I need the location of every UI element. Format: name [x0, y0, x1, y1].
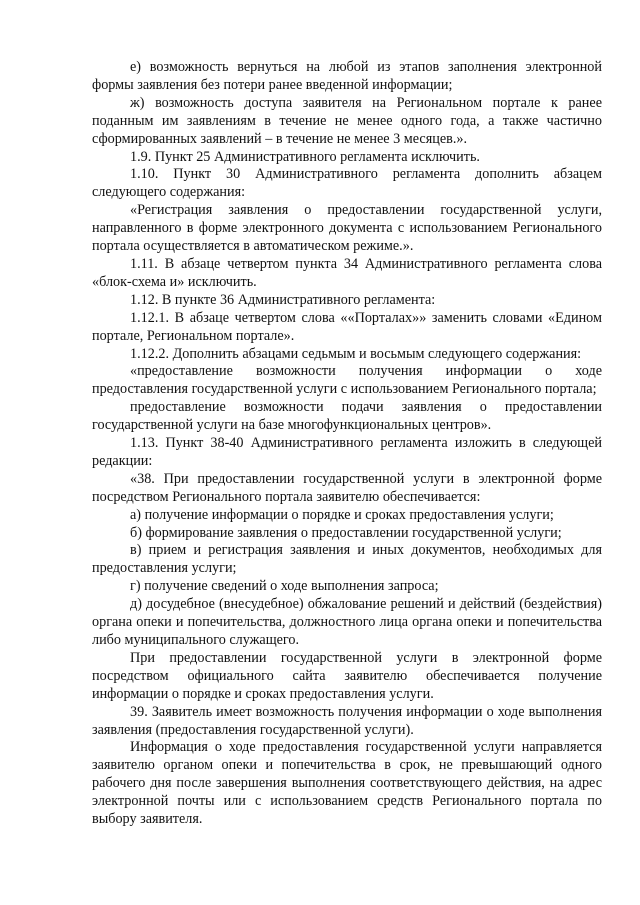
- paragraph-1-12-2: 1.12.2. Дополнить абзацами седьмым и восьмым следующего содержания:: [130, 345, 582, 362]
- paragraph-38-a: а) получение информации о порядке и сроках предоставления услуги;: [130, 506, 554, 523]
- paragraph-application-possibility: предоставление возможности подачи заявления о предоставлении государственной услуги на базе многофункциональных центров».: [92, 399, 602, 434]
- paragraph-1-12-1: 1.12.1. В абзаце четвертом слова ««Порталах»» заменить словами «Едином портале, Региональном портале».: [92, 309, 602, 344]
- paragraph-1-13: 1.13. Пункт 38-40 Административного регламента изложить в следующей редакции:: [92, 435, 602, 469]
- paragraph-38: «38. При предоставлении государственной услуги в электронной форме посредством Регионального портала заявителю обеспечивается:: [92, 470, 602, 505]
- paragraph-info-sent: Информация о ходе предоставления государственной услуги направляется заявителю органом опеки и попечительства в срок, не превышающий одного рабочего дня после завершения выполнения соответствующего действия, на адрес электронной почты или с использованием средств Регионального портала по выбору заявителя.: [92, 739, 602, 828]
- paragraph-zh: ж) возможность доступа заявителя на Региональном портале к ранее поданным им заявлениям в течение не менее одного года, а также частично сформированных заявлений – в течение не менее 3 месяцев.».: [92, 94, 602, 147]
- paragraph-registration-quote: «Регистрация заявления о предоставлении государственной услуги, направленного в форме электронного документа с использованием Регионального портала осуществляется в автоматическом режиме.».: [92, 202, 602, 255]
- document-body: [92, 59, 602, 829]
- paragraph-1-12: 1.12. В пункте 36 Административного регламента:: [130, 291, 436, 308]
- paragraph-39: 39. Заявитель имеет возможность получения информации о ходе выполнения заявления (предоставления государственной услуги).: [92, 703, 602, 738]
- paragraph-38-v: в) прием и регистрация заявления и иных документов, необходимых для предоставления услуги;: [92, 542, 602, 577]
- paragraph-38-g: г) получение сведений о ходе выполнения запроса;: [130, 578, 439, 595]
- paragraph-1-9: 1.9. Пункт 25 Административного регламента исключить.: [130, 148, 480, 165]
- paragraph-e: е) возможность вернуться на любой из этапов заполнения электронной формы заявления без потери ранее введенной информации;: [92, 59, 602, 93]
- paragraph-1-11: 1.11. В абзаце четвертом пункта 34 Административного регламента слова «блок-схема и» исключить.: [92, 255, 602, 290]
- paragraph-info-possibility: «предоставление возможности получения информации о ходе предоставления государственной услуги с использованием Регионального портала;: [92, 363, 602, 398]
- paragraph-38-b: б) формирование заявления о предоставлении государственной услуги;: [130, 524, 562, 541]
- paragraph-1-10: 1.10. Пункт 30 Административного регламента дополнить абзацем следующего содержания:: [92, 166, 602, 201]
- paragraph-official-site: При предоставлении государственной услуги в электронной форме посредством официального сайта заявителю обеспечивается получение информации о порядке и сроках предоставления услуги.: [92, 649, 602, 702]
- paragraph-38-d: д) досудебное (внесудебное) обжалование решений и действий (бездействия) органа опеки и попечительства, должностного лица органа опеки и попечительства либо муниципального служащего.: [92, 596, 602, 648]
